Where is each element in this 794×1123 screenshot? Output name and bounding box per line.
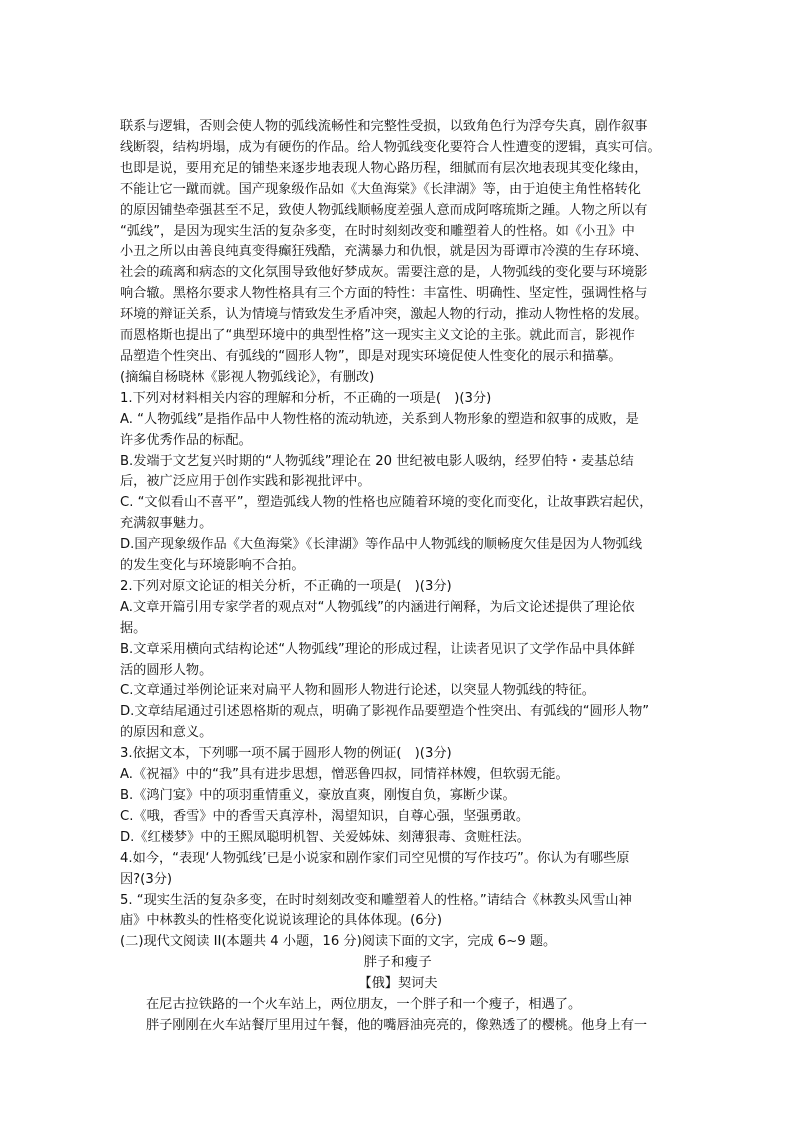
option-b: B.《鸿门宴》中的项羽重情重义，豪放直爽，刚愎自负，寡断少谋。 [120, 788, 516, 803]
option-a-cont: 许多优秀作品的标配。 [120, 432, 252, 448]
option-a: A. “人物弧线”是指作品中人物性格的流动轨迹，关系到人物形象的塑造和叙事的成败，是 [120, 411, 639, 427]
option-b-cont: 后，被广泛应用于创作实践和影视批评中。 [120, 474, 371, 490]
passage-line: “弧线”，是因为现实生活的复杂多变，在时时刻刻改变和雕塑着人的性格。如《小丑》中 [120, 223, 635, 239]
question-stem: 1.下列对材料相关内容的理解和分析，不正确的一项是( )(3分) [120, 390, 492, 406]
passage-line: 的原因铺垫牵强甚至不足，致使人物弧线顺畅度差强人意而成阿喀琉斯之踵。人物之所以有 [120, 202, 648, 218]
option-a: A.《祝福》中的“我”具有进步思想，憎恶鲁四叔，同情祥林嫂，但软弱无能。 [120, 767, 569, 783]
question-stem-cont: 庙》中林教头的性格变化说说该理论的具体体现。(6分) [120, 913, 442, 929]
option-d-cont: 的发生变化与环境影响不合拍。 [120, 558, 305, 574]
passage-line: 不能让它一蹴而就。国产现象级作品如《大鱼海棠》《长津湖》等，由于迫使主角性格转化 [120, 181, 641, 197]
passage-line: 线断裂，结构坍塌，成为有硬伤的作品。给人物弧线变化要符合人性遭变的逻辑，真实可信。 [120, 139, 661, 155]
option-d: D.《红楼梦》中的王熙凤聪明机智、关爱姊妹、刻薄狠毒、贪赃枉法。 [120, 829, 530, 845]
option-b-cont: 活的圆形人物。 [120, 662, 213, 678]
option-a: A.文章开篇引用专家学者的观点对“人物弧线”的内涵进行阐释，为后文论述提供了理论依 [120, 599, 635, 615]
story-title: 胖子和瘦子 [363, 955, 433, 971]
section-2 [120, 932, 676, 1037]
option-d: D.国产现象级作品《大鱼海棠》《长津湖》等作品中人物弧线的顺畅度欠佳是因为人物弧线 [120, 537, 643, 553]
option-c-cont: 充满叙事魅力。 [120, 516, 213, 532]
question-1 [120, 389, 676, 577]
passage-line: 品塑造个性突出、有弧线的“圆形人物”，即是对现实环境促使人性变化的展示和描摹。 [120, 348, 622, 364]
question-4 [120, 849, 676, 891]
option-c: C.文章通过举例论证来对扁平人物和圆形人物进行论述，以突显人物弧线的特征。 [120, 683, 595, 699]
option-d-cont: 的原因和意义。 [120, 725, 213, 741]
option-b: B.发端于文艺复兴时期的“人物弧线”理论在 20 世纪被电影人吸纳，经罗伯特・麦基总结 [120, 453, 634, 469]
document-page [120, 117, 676, 1037]
passage-line: 联系与逻辑，否则会使人物的弧线流畅性和完整性受损，以致角色行为浮夸失真，剧作叙事 [120, 119, 648, 134]
option-b: B.文章采用横向式结构论述“人物弧线”理论的形成过程，让读者见识了文学作品中具体鲜 [120, 641, 635, 657]
passage-source: (摘编自杨晓林《影视人物弧线论》，有删改) [120, 369, 375, 385]
passage-line: 响合辙。黑格尔要求人物性格具有三个方面的特性：丰富性、明确性、坚定性，强调性格与 [120, 286, 648, 302]
question-3 [120, 744, 676, 849]
passage-line: 小丑之所以由善良纯真变得癫狂残酷，充满暴力和仇恨，就是因为哥谭市冷漠的生存环境、 [120, 244, 648, 260]
passage-line: 而恩格斯也提出了“典型环境中的典型性格”这一现实主义文论的主张。就此而言，影视作 [120, 328, 635, 344]
passage-line: 环境的辩证关系，认为情境与情致发生矛盾冲突，激起人物的行动，推动人物性格的发展。 [120, 307, 648, 323]
question-stem-cont: 因?(3分) [120, 871, 173, 887]
question-stem: 5. “现实生活的复杂多变，在时时刻刻改变和雕塑着人的性格。”请结合《林教头风雪山神 [120, 892, 632, 908]
question-stem: 4.如今，“表现‘人物弧线’已是小说家和剧作家们司空见惯的写作技巧”。你认为有哪些原 [120, 850, 630, 866]
story-author: 【俄】契诃夫 [358, 976, 438, 992]
story-paragraph: 在尼古拉铁路的一个火车站上，两位朋友，一个胖子和一个瘦子，相遇了。 [146, 997, 582, 1013]
passage-line: 社会的疏离和病态的文化氛围导致他好梦成灰。需要注意的是，人物弧线的变化要与环境影 [120, 265, 648, 281]
question-5 [120, 891, 676, 933]
option-c: C. “文似看山不喜平”，塑造弧线人物的性格也应随着环境的变化而变化，让故事跌宕起伏， [120, 495, 653, 511]
question-stem: 2.下列对原文论证的相关分析，不正确的一项是( )(3分) [120, 578, 452, 594]
passage-line: 也即是说，要用充足的铺垫来逐步地表现人物心路历程，细腻而有层次地表现其变化缘由， [120, 160, 648, 176]
section-header: (二)现代文阅读 II(本题共 4 小题，16 分)阅读下面的文字，完成 6~9 题。 [120, 934, 557, 950]
story-paragraph: 胖子刚刚在火车站餐厅里用过午餐，他的嘴唇油亮亮的，像熟透了的樱桃。他身上有一 [146, 1017, 648, 1033]
option-a-cont: 据。 [120, 620, 147, 636]
question-stem: 3.依据文本，下列哪一项不属于圆形人物的例证( )(3分) [120, 746, 452, 762]
passage-text [120, 117, 676, 389]
question-2 [120, 577, 676, 744]
option-c: C.《哦，香雪》中的香雪天真淳朴，渴望知识，自尊心强，坚强勇敢。 [120, 808, 530, 824]
option-d: D.文章结尾通过引述恩格斯的观点，明确了影视作品要塑造个性突出、有弧线的“圆形人物” [120, 704, 650, 720]
